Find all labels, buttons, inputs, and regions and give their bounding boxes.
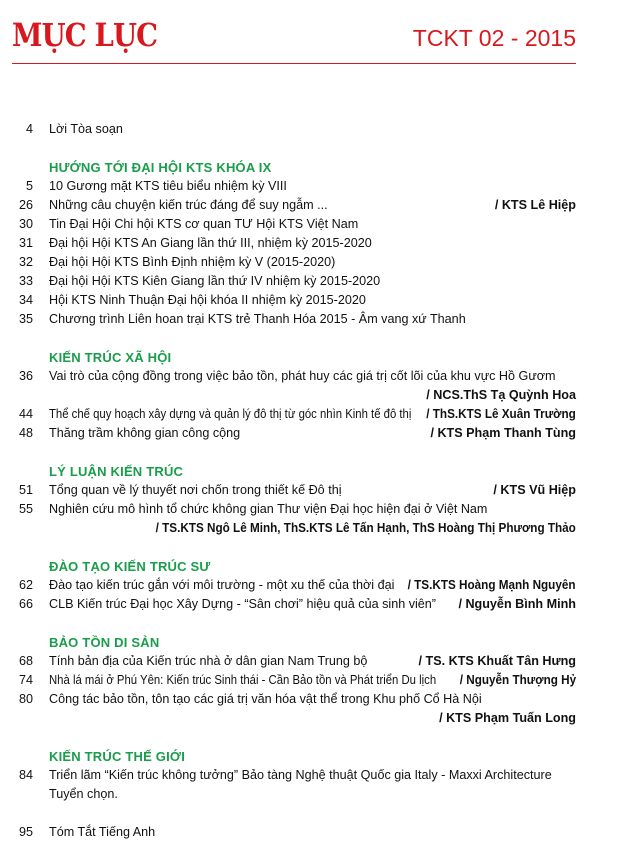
- section-heading-bao-ton: BẢO TỒN DI SẢN: [49, 635, 160, 650]
- toc-entry[interactable]: [0, 690, 620, 709]
- page-number: 34: [18, 293, 33, 307]
- toc-entry[interactable]: [0, 424, 620, 443]
- page-number: 32: [18, 255, 33, 269]
- entry-title: Nhà lá mái ở Phú Yên: Kiến trúc Sinh thái - Cần Bảo tồn và Phát triển Du lịch: [49, 673, 437, 687]
- entry-title: Tổng quan về lý thuyết nơi chốn trong thiết kế Đô thị: [49, 483, 342, 497]
- page-number: 80: [18, 692, 33, 706]
- entry-title: Nghiên cứu mô hình tổ chức không gian Thư viện Đại học hiện đại ở Việt Nam: [49, 502, 488, 516]
- entry-title: Công tác bảo tồn, tôn tạo các giá trị văn hóa vật thể trong Khu phố Cổ Hà Nội: [49, 692, 482, 706]
- page-number: 74: [18, 673, 33, 687]
- entry-title: Đại hội Hội KTS An Giang lần thứ III, nhiệm kỳ 2015-2020: [49, 236, 372, 250]
- contents-title: MỤC LỤC: [12, 16, 158, 54]
- section-heading-dao-tao: ĐÀO TẠO KIẾN TRÚC SƯ: [49, 559, 211, 574]
- entry-title-continued: Tuyển chọn.: [49, 787, 118, 801]
- entry-title: Thăng trầm không gian công cộng: [49, 426, 241, 440]
- entry-title: Đại hội Hội KTS Bình Định nhiệm kỳ V (2015-2020): [49, 255, 336, 269]
- page-number: 36: [18, 369, 33, 383]
- section-heading-kien-truc-xa-hoi: KIẾN TRÚC XÃ HỘI: [49, 350, 172, 365]
- toc-entry[interactable]: [0, 576, 620, 595]
- toc-entry[interactable]: [0, 671, 620, 690]
- page-number: 26: [18, 198, 33, 212]
- page-number: 66: [18, 597, 33, 611]
- entry-title: Tính bản địa của Kiến trúc nhà ở dân gian Nam Trung bộ: [49, 654, 368, 668]
- page-number: 31: [18, 236, 33, 250]
- toc-entry-outro[interactable]: [0, 823, 620, 842]
- toc-entry[interactable]: [0, 310, 620, 329]
- toc-entry[interactable]: [0, 253, 620, 272]
- entry-author: / KTS Vũ Hiệp: [493, 483, 576, 497]
- entry-author: / TS.KTS Hoàng Mạnh Nguyên: [408, 578, 576, 592]
- page-number: 33: [18, 274, 33, 288]
- page-number: 51: [18, 483, 33, 497]
- entry-author: / KTS Phạm Tuấn Long: [439, 711, 576, 725]
- toc-entry[interactable]: [0, 766, 620, 785]
- toc-entry-intro[interactable]: [0, 120, 620, 139]
- entry-author: / Nguyễn Thượng Hỷ: [459, 673, 576, 687]
- header-divider: [12, 63, 576, 64]
- page-number: 84: [18, 768, 33, 782]
- entry-author: / KTS Phạm Thanh Tùng: [430, 426, 576, 440]
- toc-entry[interactable]: [0, 177, 620, 196]
- entry-title: Thể chế quy hoạch xây dựng và quản lý đô thị từ góc nhìn Kinh tế đô thị: [49, 407, 412, 421]
- page-number: 68: [18, 654, 33, 668]
- entry-author: / ThS.KTS Lê Xuân Trường: [426, 407, 576, 421]
- entry-title: Hội KTS Ninh Thuận Đại hội khóa II nhiệm kỳ 2015-2020: [49, 293, 366, 307]
- entry-title: 10 Gương mặt KTS tiêu biểu nhiệm kỳ VIII: [49, 179, 287, 193]
- page-number: 44: [18, 407, 33, 421]
- entry-title: Tóm Tắt Tiếng Anh: [49, 825, 156, 839]
- issue-label: TCKT 02 - 2015: [412, 25, 576, 51]
- entry-title: Chương trình Liên hoan trại KTS trẻ Thanh Hóa 2015 - Âm vang xứ Thanh: [49, 312, 466, 326]
- toc-entry-continuation[interactable]: [0, 785, 620, 804]
- entry-title: Tin Đại Hội Chi hội KTS cơ quan TƯ Hội KTS Việt Nam: [49, 217, 359, 231]
- toc-entry[interactable]: [0, 215, 620, 234]
- entry-author: / NCS.ThS Tạ Quỳnh Hoa: [426, 388, 576, 402]
- toc-entry[interactable]: [0, 272, 620, 291]
- entry-author: / TS. KTS Khuất Tân Hưng: [418, 654, 576, 668]
- page-number: 35: [18, 312, 33, 326]
- entry-title: Đại hội Hội KTS Kiên Giang lần thứ IV nhiệm kỳ 2015-2020: [49, 274, 381, 288]
- entry-title: Đào tạo kiến trúc gắn với môi trường - một xu thế của thời đại: [49, 578, 395, 592]
- toc-entry[interactable]: [0, 481, 620, 500]
- entry-title: CLB Kiến trúc Đại học Xây Dựng - “Sân chơi” hiệu quả của sinh viên”: [49, 597, 436, 611]
- page-number: 5: [25, 179, 33, 193]
- page-number: 62: [18, 578, 33, 592]
- entry-author: / TS.KTS Ngô Lê Minh, ThS.KTS Lê Tấn Hạnh, ThS Hoàng Thị Phương Thảo: [155, 521, 576, 535]
- toc-entry-continuation[interactable]: [0, 386, 620, 405]
- toc-entry-continuation[interactable]: [0, 709, 620, 728]
- section-heading-dai-hoi: HƯỚNG TỚI ĐẠI HỘI KTS KHÓA IX: [49, 160, 272, 175]
- page-number: 95: [18, 825, 33, 839]
- entry-title: Vai trò của cộng đồng trong việc bảo tồn, phát huy các giá trị cốt lõi của khu vực Hồ Gươm: [49, 369, 556, 383]
- toc-entry-continuation[interactable]: [0, 519, 620, 538]
- toc-entry[interactable]: [0, 500, 620, 519]
- page-number: 4: [25, 122, 33, 136]
- toc-entry[interactable]: [0, 291, 620, 310]
- entry-title: Lời Tòa soạn: [49, 122, 123, 136]
- toc-entry[interactable]: [0, 652, 620, 671]
- section-heading-the-gioi: KIẾN TRÚC THẾ GIỚI: [49, 749, 186, 764]
- page-number: 48: [18, 426, 33, 440]
- toc-entry[interactable]: [0, 234, 620, 253]
- toc-entry[interactable]: [0, 595, 620, 614]
- section-heading-ly-luan: LÝ LUẬN KIẾN TRÚC: [49, 464, 184, 479]
- entry-title: Những câu chuyện kiến trúc đáng để suy ngẫm ...: [49, 198, 328, 212]
- page-number: 55: [18, 502, 33, 516]
- toc-entry[interactable]: [0, 367, 620, 386]
- page-number: 30: [18, 217, 33, 231]
- toc-entry[interactable]: [0, 196, 620, 215]
- toc-entry[interactable]: [0, 405, 620, 424]
- entry-author: / KTS Lê Hiệp: [494, 198, 576, 212]
- entry-title: Triển lãm “Kiến trúc không tưởng” Bảo tàng Nghệ thuật Quốc gia Italy - Maxxi Architecture: [49, 768, 552, 782]
- entry-author: / Nguyễn Bình Minh: [458, 597, 576, 611]
